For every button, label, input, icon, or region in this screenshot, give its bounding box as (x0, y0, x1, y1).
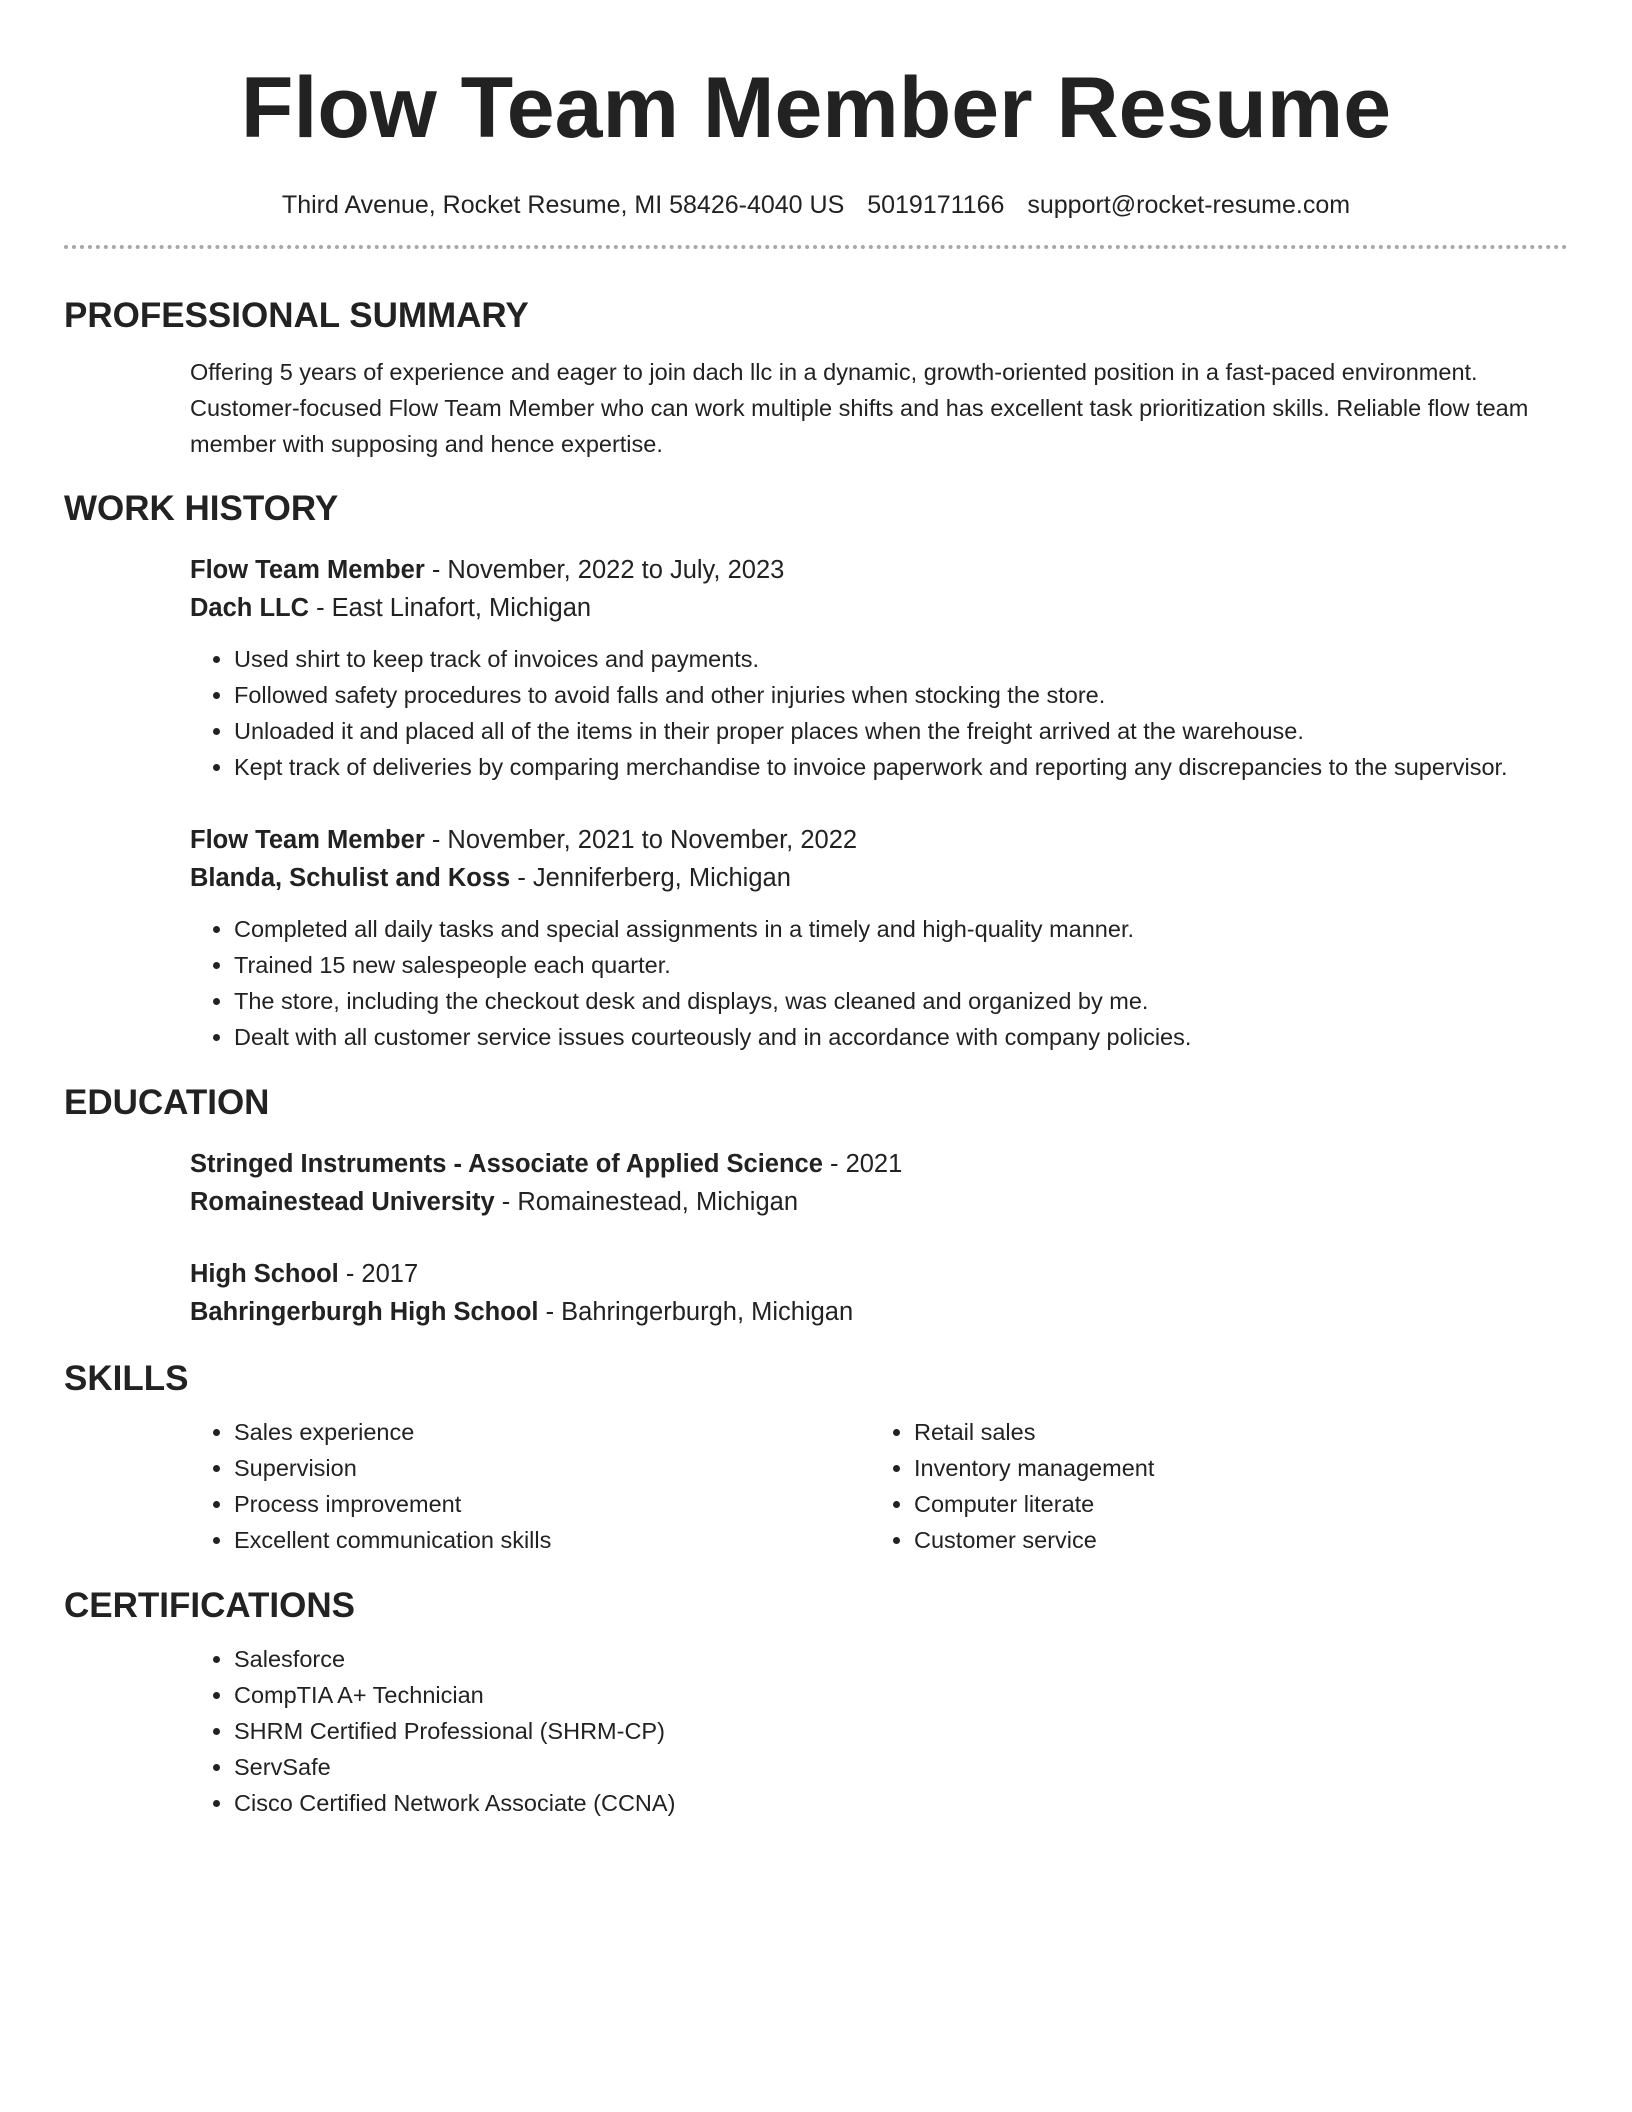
job-duties (190, 641, 1568, 785)
job-duty: • Used shirt to keep track of invoices and payments. (234, 641, 1568, 677)
job-duty: • Completed all daily tasks and special assignments in a timely and high-quality manner. (234, 911, 1568, 947)
skill-item: • Supervision (234, 1450, 870, 1486)
education-entry (190, 1255, 1568, 1331)
job-location: - East Linafort, Michigan (309, 594, 592, 622)
certification-item: • SHRM Certified Professional (SHRM-CP) (234, 1713, 1568, 1749)
contact-phone: 5019171166 (867, 191, 1005, 219)
skills-list-left (190, 1414, 870, 1558)
work-history (64, 551, 1568, 1055)
skills-list-right (870, 1414, 1154, 1558)
education-school-line (190, 1183, 1568, 1221)
certification-item: • ServSafe (234, 1749, 1568, 1785)
skill-item: • Process improvement (234, 1486, 870, 1522)
job-dates: - November, 2022 to July, 2023 (424, 556, 785, 584)
contact-address: Third Avenue, Rocket Resume, MI 58426-4040 US (281, 191, 845, 219)
skill-item: • Retail sales (914, 1414, 1154, 1450)
job-duty: • Followed safety procedures to avoid falls and other injuries when stocking the store. (234, 677, 1568, 713)
certifications-list (190, 1641, 1568, 1821)
education-location: - Romainestead, Michigan (494, 1188, 799, 1216)
job-location: - Jenniferberg, Michigan (510, 864, 791, 892)
job-duty: • Trained 15 new salespeople each quarter. (234, 947, 1568, 983)
skill-item: • Sales experience (234, 1414, 870, 1450)
education-school-line (190, 1293, 1568, 1331)
job-company: Blanda, Schulist and Koss (190, 864, 511, 892)
resume-name: Flow Team Member Resume (240, 60, 1392, 156)
contact-email: support@rocket-resume.com (1027, 191, 1351, 219)
header-divider (64, 245, 1568, 249)
education-degree-line (190, 1255, 1568, 1293)
certification-item: • Cisco Certified Network Associate (CCNA) (234, 1785, 1568, 1821)
skills-columns (190, 1414, 1568, 1558)
section-title-skills: SKILLS (64, 1359, 189, 1398)
job-position: Flow Team Member (190, 826, 425, 854)
job-duty: • The store, including the checkout desk and displays, was cleaned and organized by me. (234, 983, 1568, 1019)
job-company: Dach LLC (190, 594, 310, 622)
job-duty: • Kept track of deliveries by comparing merchandise to invoice paperwork and reporting any discrepancies to the supervisor. (234, 749, 1568, 785)
job-duty: • Dealt with all customer service issues courteously and in accordance with company policies. (234, 1019, 1568, 1055)
section-title-education: EDUCATION (64, 1083, 270, 1122)
skill-item: • Inventory management (914, 1450, 1154, 1486)
education (64, 1145, 1568, 1331)
education-entry (190, 1145, 1568, 1221)
education-degree: Stringed Instruments - Associate of Applied Science (190, 1150, 823, 1178)
summary-text: Offering 5 years of experience and eager to join dach llc in a dynamic, growth-oriented position in a fast-paced environment. Customer-focused Flow Team Member who can work multiple shifts and has excellent task prioritization skills. Reliable flow team member with supposing and hence expertise. (190, 359, 1529, 457)
job-position-line (190, 551, 1568, 589)
education-degree: High School (190, 1260, 339, 1288)
job-position-line (190, 821, 1568, 859)
certifications (64, 1641, 1568, 1821)
certification-item: • CompTIA A+ Technician (234, 1677, 1568, 1713)
job-company-line (190, 859, 1568, 897)
education-school: Bahringerburgh High School (190, 1298, 539, 1326)
education-degree-line (190, 1145, 1568, 1183)
section-title-certifications: CERTIFICATIONS (64, 1586, 356, 1625)
job-dates: - November, 2021 to November, 2022 (424, 826, 858, 854)
education-location: - Bahringerburgh, Michigan (538, 1298, 854, 1326)
job-entry (190, 821, 1568, 1055)
job-duties (190, 911, 1568, 1055)
section-title-summary: PROFESSIONAL SUMMARY (64, 296, 529, 335)
skills (64, 1414, 1568, 1558)
education-year: - 2017 (338, 1260, 419, 1288)
education-school: Romainestead University (190, 1188, 495, 1216)
contact-line (64, 188, 1568, 222)
certification-item: • Salesforce (234, 1641, 1568, 1677)
section-title-work-history: WORK HISTORY (64, 489, 339, 528)
job-position: Flow Team Member (190, 556, 425, 584)
skill-item: • Excellent communication skills (234, 1522, 870, 1558)
education-year: - 2021 (822, 1150, 903, 1178)
job-company-line (190, 589, 1568, 627)
skill-item: • Computer literate (914, 1486, 1154, 1522)
job-entry (190, 551, 1568, 785)
skill-item: • Customer service (914, 1522, 1154, 1558)
job-duty: • Unloaded it and placed all of the items in their proper places when the freight arrived at the warehouse. (234, 713, 1568, 749)
